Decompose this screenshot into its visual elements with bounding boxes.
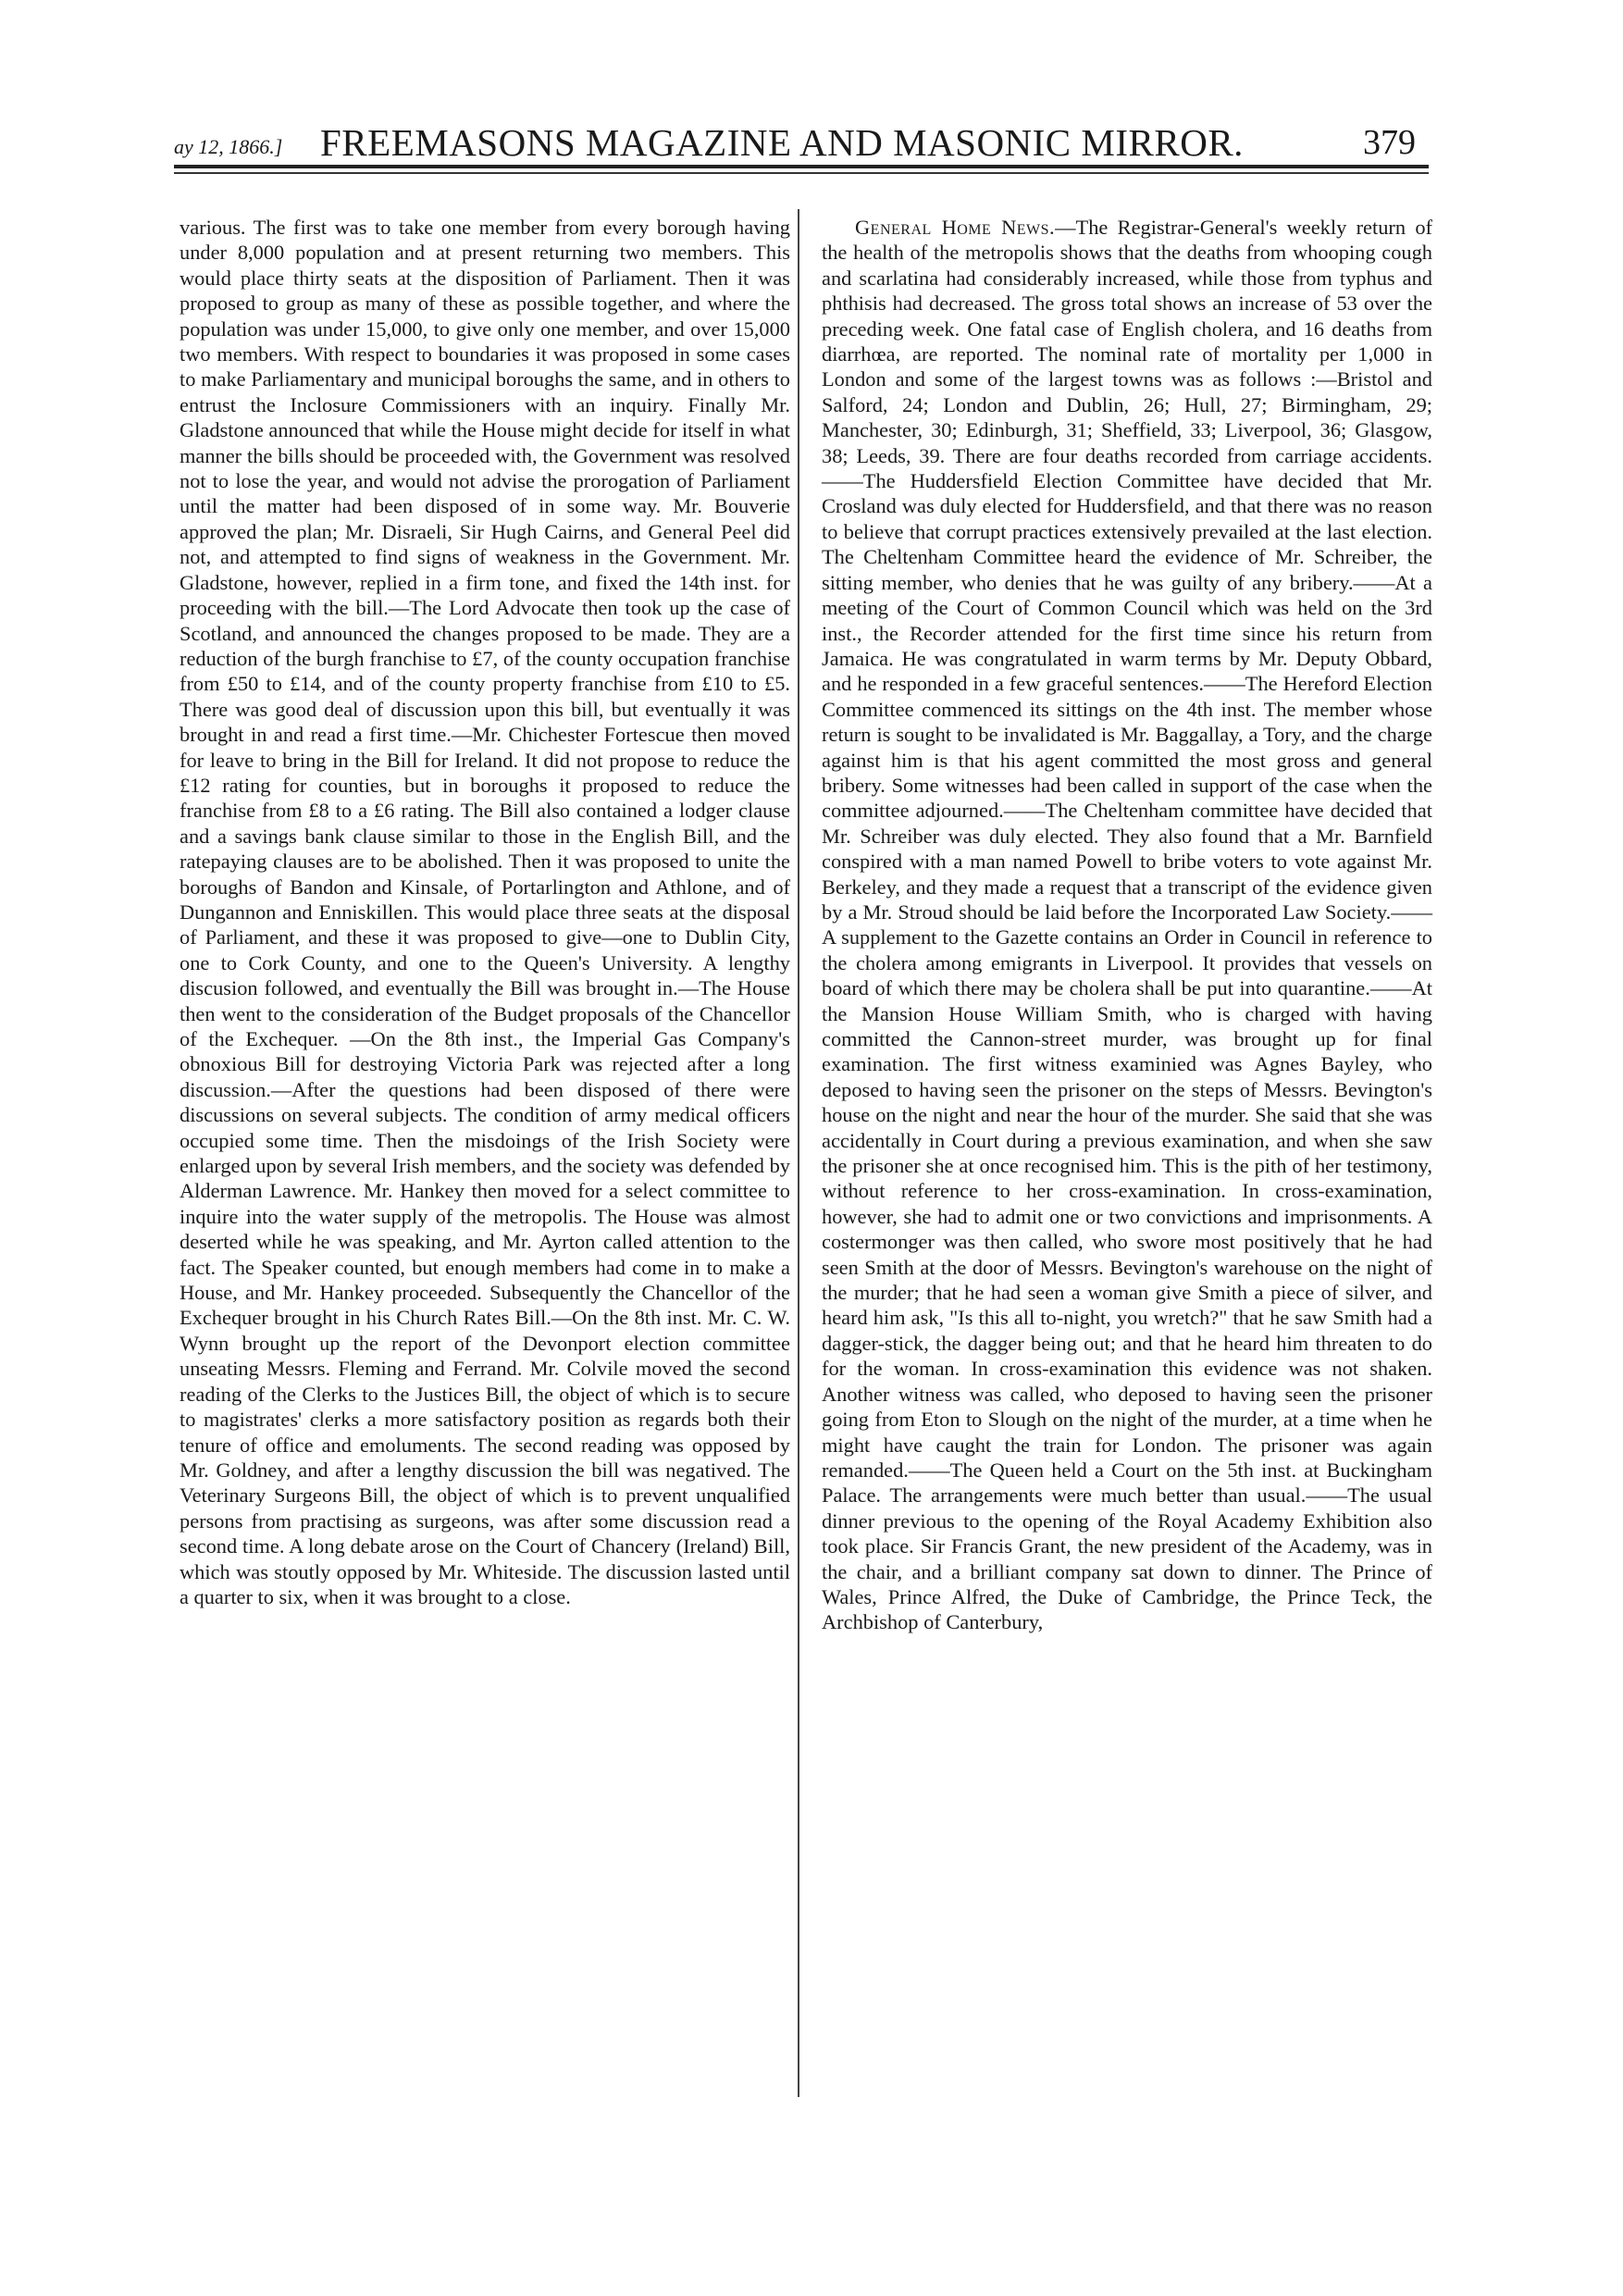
header-date: ay 12, 1866.] bbox=[174, 135, 283, 158]
page-header bbox=[174, 109, 1429, 165]
page-number: 379 bbox=[1363, 123, 1416, 162]
header-rule-thin bbox=[174, 172, 1429, 174]
right-column-paragraph bbox=[822, 215, 1432, 1635]
column-divider bbox=[798, 209, 799, 2097]
left-column bbox=[180, 215, 790, 1609]
left-column-text: various. The first was to take one member from every borough having under 8,000 population and at present returning two members. This would place thirty seats at the disposition of Parliament. Then it was proposed to group as many of these as possible together, and where the population was under 15,000, to give only one member, and over 15,000 two members. With respect to boundaries it was proposed in some cases to make Parliamentary and municipal boroughs the same, and in others to entrust the Inclosure Commissioners with an inquiry. Finally Mr. Gladstone announced that while the House might decide for itself in what manner the bills should be proceeded with, the Government was resolved not to lose the year, and would not advise the prorogation of Parliament until the matter had been disposed of in some way. Mr. Bouverie approved the plan; Mr. Disraeli, Sir Hugh Cairns, and General Peel did not, and attempted to find signs of weakness in the Government. Mr. Gladstone, however, replied in a firm tone, and fixed the 14th inst. for proceeding with the bill.—The Lord Advocate then took up the case of Scotland, and announced the changes proposed to be made. They are a reduction of the burgh franchise to £7, of the county occupation franchise from £50 to £14, and of the county property franchise from £10 to £5. There was good deal of discussion upon this bill, but eventually it was brought in and read a first time.—Mr. Chichester Fortescue then moved for leave to bring in the Bill for Ireland. It did not propose to reduce the £12 rating for counties, but in boroughs it proposed to reduce the franchise from £8 to a £6 rating. The Bill also contained a lodger clause and a savings bank clause similar to those in the English Bill, and the ratepaying clauses are to be abolished. Then it was proposed to unite the boroughs of Bandon and Kinsale, of Portarlington and Athlone, and of Dungannon and Enniskillen. This would place three seats at the disposal of Parliament, and these it was proposed to give—one to Dublin City, one to Cork County, and one to the Queen's University. A lengthy discusion followed, and eventually the Bill was brought in.—The House then went to the consideration of the Budget proposals of the Chancellor of the Exchequer. —On the 8th inst., the Imperial Gas Company's obnoxious Bill for destroying Victoria Park was rejected after a long discussion.—After the questions had been disposed of there were discussions on several subjects. The condition of army medical officers occupied some time. Then the misdoings of the Irish Society were enlarged upon by several Irish members, and the society was defended by Alderman Lawrence. Mr. Hankey then moved for a select committee to inquire into the water supply of the metropolis. The House was almost deserted while he was speaking, and Mr. Ayrton called attention to the fact. The Speaker counted, but enough members had come in to make a House, and Mr. Hankey proceeded. Subsequently the Chancellor of the Exchequer brought in his Church Rates Bill.—On the 8th inst. Mr. C. W. Wynn brought up the report of the Devonport election committee unseating Messrs. Fleming and Ferrand. Mr. Colvile moved the second reading of the Clerks to the Justices Bill, the object of which is to secure to magistrates' clerks a more satisfactory position as regards both their tenure of office and emoluments. The second reading was opposed by Mr. Goldney, and after a lengthy discussion the bill was negatived. The Veterinary Surgeons Bill, the object of which is to prevent unqualified persons from practising as surgeons, was after some discussion read a second time. A long debate arose on the Court of Chancery (Ireland) Bill, which was stoutly opposed by Mr. Whiteside. The discussion lasted until a quarter to six, when it was brought to a close. bbox=[180, 216, 790, 1608]
header-rule-thick bbox=[174, 165, 1429, 168]
right-column bbox=[822, 215, 1432, 1635]
right-column-text: —The Registrar-General's weekly return of the health of the metropolis shows that the deaths from whooping cough and scarlatina had considerably increased, while those from typhus and phthisis had decreased. The gross total shows an increase of 53 over the preceding week. One fatal case of English cholera, and 16 deaths from diarrhœa, are reported. The nominal rate of mortality per 1,000 in London and some of the largest towns was as follows :—Bristol and Salford, 24; London and Dublin, 26; Hull, 27; Birmingham, 29; Manchester, 30; Edinburgh, 31; Sheffield, 33; Liverpool, 36; Glasgow, 38; Leeds, 39. There are four deaths recorded from carriage accidents.——The Huddersfield Election Committee have decided that Mr. Crosland was duly elected for Huddersfield, and that there was no reason to believe that corrupt practices extensively prevailed at the last election. The Cheltenham Committee heard the evidence of Mr. Schreiber, the sitting member, who denies that he was guilty of any bribery.——At a meeting of the Court of Common Council which was held on the 3rd inst., the Recorder attended for the first time since his return from Jamaica. He was congratulated in warm terms by Mr. Deputy Obbard, and he responded in a few graceful sentences.——The Hereford Election Committee commenced its sittings on the 4th inst. The member whose return is sought to be invalidated is Mr. Baggallay, a Tory, and the charge against him is that his agent committed the most gross and general bribery. Some witnesses had been called in support of the case when the committee adjourned.——The Cheltenham committee have decided that Mr. Schreiber was duly elected. They also found that a Mr. Barnfield conspired with a man named Powell to bribe voters to vote against Mr. Berkeley, and they made a request that a transcript of the evidence given by a Mr. Stroud should be laid before the Incorporated Law Society.——A supplement to the Gazette contains an Order in Council in reference to the cholera among emigrants in Liverpool. It provides that vessels on board of which there may be cholera shall be put into quarantine.——At the Mansion House William Smith, who is charged with having committed the Cannon-street murder, was brought up for final examination. The first witness examinied was Agnes Bayley, who deposed to having seen the prisoner on the steps of Messrs. Bevington's house on the night and near the hour of the murder. She said that she was accidentally in Court during a previous examination, and when she saw the prisoner she at once recognised him. This is the pith of her testimony, without reference to her cross-examination. In cross-examination, however, she had to admit one or two convictions and imprisonments. A costermonger was then called, who swore most positively that he had seen Smith at the door of Messrs. Bevington's warehouse on the night of the murder; that he had seen a woman give Smith a piece of silver, and heard him ask, "Is this all to-night, you wretch?" that he saw Smith had a dagger-stick, the dagger being out; and that he heard him threaten to do for the woman. In cross-examination this evidence was not shaken. Another witness was called, who deposed to having seen the prisoner going from Eton to Slough on the night of the murder, at a time when he might have caught the train for London. The prisoner was again remanded.——The Queen held a Court on the 5th inst. at Buckingham Palace. The arrangements were much better than usual.——The usual dinner previous to the opening of the Royal Academy Exhibition also took place. Sir Francis Grant, the new president of the Academy, was in the chair, and a brilliant company sat down to dinner. The Prince of Wales, Prince Alfred, the Duke of Cambridge, the Prince Teck, the Archbishop of Canterbury, bbox=[822, 216, 1432, 1634]
section-lead: General Home News. bbox=[855, 216, 1056, 239]
publication-title: FREEMASONS MAGAZINE AND MASONIC MIRROR. bbox=[320, 121, 1244, 164]
